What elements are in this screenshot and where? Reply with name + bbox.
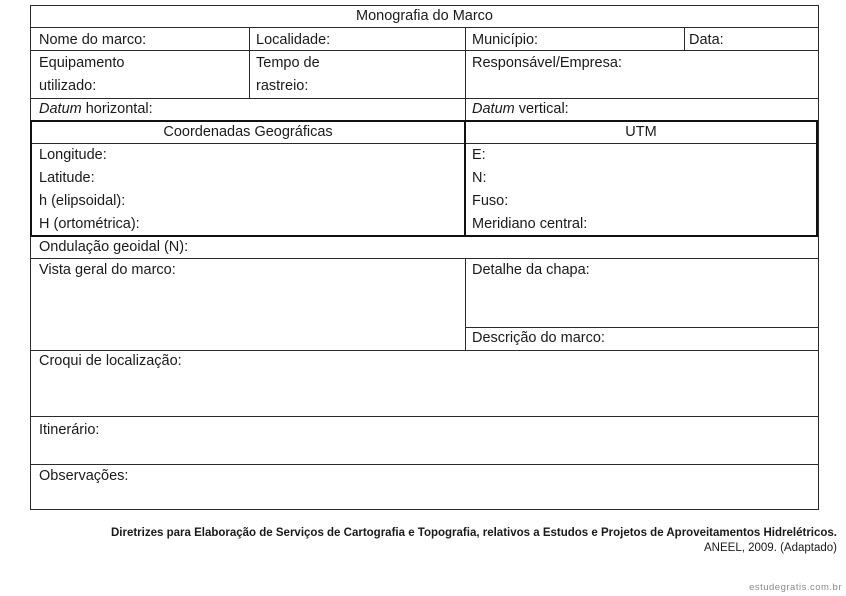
- tempo-rastreio-label-line2: rastreio:: [256, 78, 309, 94]
- rule-v-localidade: [249, 27, 250, 98]
- rule-v-coord-right: [816, 120, 818, 237]
- border-top: [30, 5, 819, 6]
- rule-row1: [30, 50, 819, 51]
- utm-n-label: N:: [472, 170, 487, 186]
- observacoes-label: Observações:: [39, 468, 129, 484]
- detalhe-chapa-label: Detalhe da chapa:: [472, 262, 590, 278]
- source-caption-line2: ANEEL, 2009. (Adaptado): [704, 542, 837, 554]
- datum-vertical-label: [472, 101, 569, 118]
- tempo-rastreio-label-line1: Tempo de: [256, 55, 320, 71]
- h-elipsoidal-label: h (elipsoidal):: [39, 193, 126, 209]
- datum-horizontal-italic: Datum: [39, 101, 82, 117]
- equipamento-label-line2: utilizado:: [39, 78, 97, 94]
- descricao-marco-label: Descrição do marco:: [472, 330, 605, 346]
- rule-coord-header: [30, 143, 819, 144]
- border-bottom: [30, 509, 819, 510]
- h-ortometrica-label: H (ortométrica):: [39, 216, 140, 232]
- fuso-label: Fuso:: [472, 193, 509, 209]
- rule-descricao: [465, 327, 819, 328]
- utm-header: UTM: [625, 124, 657, 140]
- utm-e-label: E:: [472, 147, 486, 163]
- datum-vertical-italic: Datum: [472, 101, 515, 117]
- rule-ondulacao: [30, 258, 819, 259]
- croqui-localizacao-label: Croqui de localização:: [39, 353, 182, 369]
- rule-itinerario: [30, 464, 819, 465]
- datum-vertical-rest: vertical:: [514, 101, 569, 117]
- ondulacao-geoidal-label: Ondulação geoidal (N):: [39, 239, 189, 255]
- rule-row2: [30, 98, 819, 99]
- rule-croqui: [30, 416, 819, 417]
- meridiano-central-label: Meridiano central:: [472, 216, 588, 232]
- localidade-label: Localidade:: [256, 32, 331, 48]
- monografia-form: [30, 5, 819, 510]
- coordenadas-geograficas-header: Coordenadas Geográficas: [163, 124, 333, 140]
- datum-horizontal-rest: horizontal:: [81, 101, 153, 117]
- rule-v-middle-bottom: [465, 258, 466, 350]
- longitude-label: Longitude:: [39, 147, 107, 163]
- municipio-label: Município:: [472, 32, 539, 48]
- rule-coord-bottom: [30, 235, 818, 237]
- rule-title: [30, 27, 819, 28]
- itinerario-label: Itinerário:: [39, 422, 100, 438]
- rule-v-data: [684, 27, 685, 50]
- latitude-label: Latitude:: [39, 170, 95, 186]
- watermark: estudegratis.com.br: [749, 582, 842, 593]
- nome-marco-label: Nome do marco:: [39, 32, 147, 48]
- equipamento-label-line1: Equipamento: [39, 55, 125, 71]
- form-title: Monografia do Marco: [355, 8, 493, 24]
- responsavel-label: Responsável/Empresa:: [472, 55, 622, 71]
- source-caption-line1: Diretrizes para Elaboração de Serviços de Cartografia e Topografia, relativos a Estudos e Projetos de Aproveitamentos Hidrelétricos.: [110, 527, 837, 539]
- rule-v-middle-top: [465, 27, 466, 120]
- rule-vista: [30, 350, 819, 351]
- datum-horizontal-label: [39, 101, 153, 118]
- data-label: Data:: [689, 32, 724, 48]
- vista-geral-label: Vista geral do marco:: [39, 262, 176, 278]
- rule-coord-top: [30, 120, 818, 122]
